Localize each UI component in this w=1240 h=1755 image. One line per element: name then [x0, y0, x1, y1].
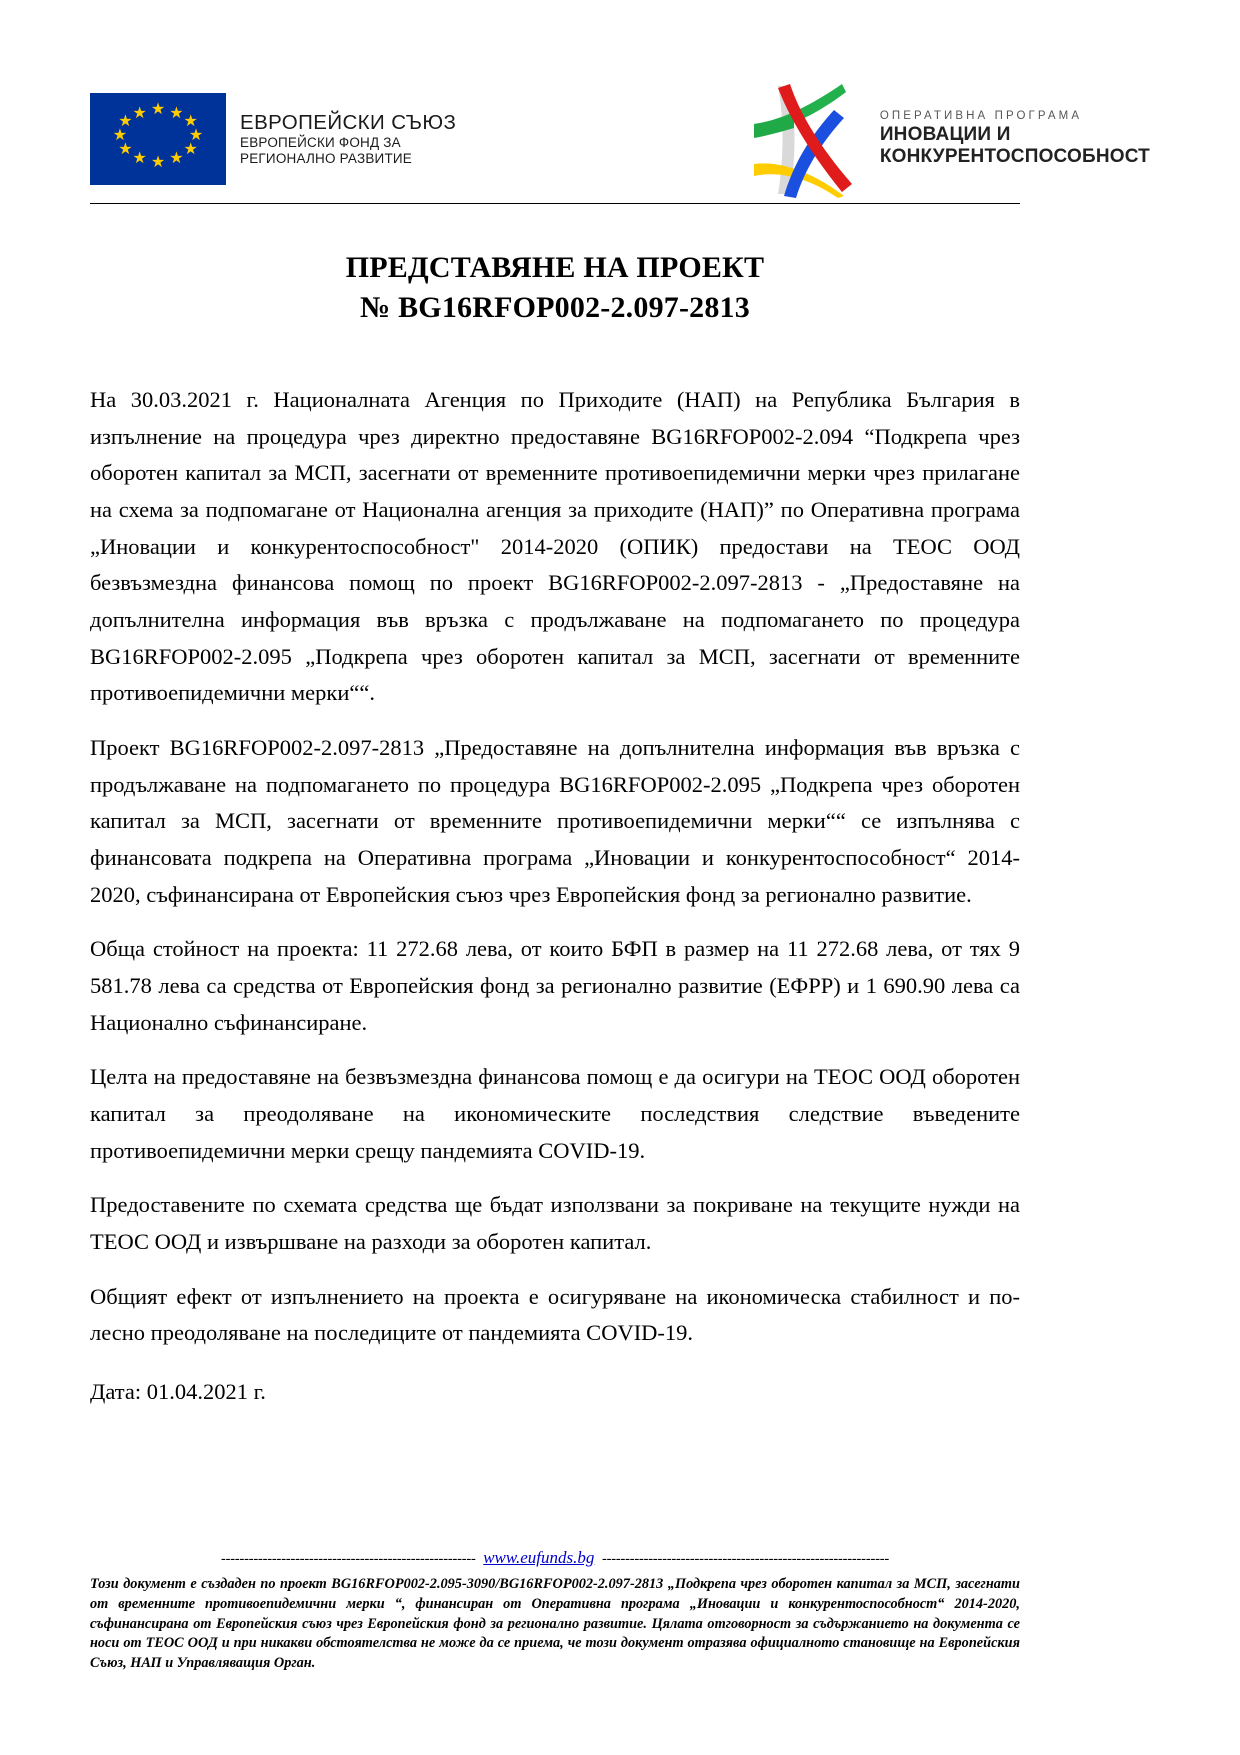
page-title-line2: № BG16RFOP002-2.097-2813 [360, 290, 750, 324]
body-paragraph-6: Общият ефект от изпълнението на проекта е осигуряване на икономическа стабилност и по-лесно преодоляване на последиците от пандемията COVID-19. [90, 1283, 1020, 1346]
eu-logo-text [240, 111, 456, 167]
eu-star-icon: ★ [118, 113, 133, 131]
eu-star-icon: ★ [169, 150, 184, 168]
opik-ribbon-icon [734, 80, 870, 198]
header-divider [90, 203, 1020, 204]
opik-subtitle: ОПЕРАТИВНА ПРОГРАМА [879, 110, 1083, 123]
eu-star-icon: ★ [188, 127, 204, 145]
document-header [90, 78, 1150, 200]
body-paragraph-2: Проект BG16RFOP002-2.097-2813 „Предоставяне на допълнителна информация във връзка с продължаване на подпомагането по процедура BG16RFOP002-2.095 „Подкрепа чрез оборотен капитал за МСП, засегнати от временните противоепидемични мерки““ се изпълнява с финансовата подкрепа на Оперативна програма „Иновации и конкурентоспособност“ 2014-2020, съфинансирана от Европейския съюз чрез Европейския фонд за регионално развитие. [90, 735, 1020, 907]
eu-star-icon: ★ [169, 104, 184, 122]
opik-line2: КОНКУРЕНТОСПОСОБНОСТ [879, 145, 1150, 167]
body-paragraph-1: На 30.03.2021 г. Националната Агенция по Приходите (НАП) на Република България в изпълнение на процедура чрез директно предоставяне BG16RFOP002-2.094 “Подкрепа чрез оборотен капитал за МСП, засегнати от временните противоепидемични мерки чрез прилагане на схема за подпомагане от Национална агенция за приходите (НАП)” по Оперативна програма „Иновации и конкурентоспособност" 2014-2020 (ОПИК) предостави на ТЕОС ООД безвъзмездна финансова помощ по проект BG16RFOP002-2.097-2813 - „Предоставяне на допълнителна информация във връзка с продължаване на подпомагането по процедура BG16RFOP002-2.095 „Подкрепа чрез оборотен капитал за МСП, засегнати от временните противоепидемични мерки““. [90, 387, 1020, 706]
eu-star-icon: ★ [183, 141, 198, 159]
eu-logo-line1: ЕВРОПЕЙСКИ СЪЮЗ [240, 110, 457, 134]
eu-star-icon: ★ [132, 150, 147, 168]
eu-logo-line2: ЕВРОПЕЙСКИ ФОНД ЗА [240, 135, 401, 151]
eu-star-icon: ★ [118, 141, 133, 159]
eu-logo-line3: РЕГИОНАЛНО РАЗВИТИЕ [240, 151, 413, 167]
eufunds-link[interactable]: www.eufunds.bg [483, 1548, 595, 1567]
document-footer [90, 1548, 1020, 1673]
eu-star-icon: ★ [183, 113, 198, 131]
opik-logo-block [734, 80, 1150, 198]
opik-logo-text [880, 110, 1150, 167]
eu-flag-icon [90, 93, 226, 185]
footer-dashes-right: -------------------------------------------------------------- [601, 1551, 889, 1567]
eu-star-icon: ★ [112, 127, 128, 145]
eu-star-icon: ★ [132, 104, 147, 122]
eu-star-icon: ★ [150, 153, 166, 171]
opik-line1: ИНОВАЦИИ И [879, 123, 1011, 145]
eu-logo-block [90, 93, 456, 185]
body-paragraph-5: Предоставените по схемата средства ще бъдат използвани за покриване на текущите нужди на ТЕОС ООД и извършване на разходи за оборотен капитал. [90, 1192, 1020, 1255]
document-body [90, 382, 1020, 1411]
eu-star-icon: ★ [150, 101, 166, 119]
document-date: Дата: 01.04.2021 г. [90, 1379, 266, 1405]
footer-disclaimer: Този документ е създаден по проект BG16RFOP002-2.095-3090/BG16RFOP002-2.097-2813 „Подкрепа чрез оборотен капитал за МСП, засегнати от временните противоепидемични мерки “, финансиран от Оперативна програма „Иновации и конкурентоспособност“ 2014-2020, съфинансирана от Европейския съюз чрез Европейския фонд за регионално развитие. Цялата отговорност за съдържанието на документа се носи от ТЕОС ООД и при никакви обстоятелства не може да се приема, че този документ отразява официалното становище на Европейския Съюз, НАП и Управляващия Орган. [90, 1576, 1020, 1671]
body-paragraph-financials: Обща стойност на проекта: 11 272.68 лева, от които БФП в размер на 11 272.68 лева, от тях 9 581.78 лева са средства от Европейския фонд за регионално развитие (ЕФРР) и 1 690.90 лева са Национално съфинансиране. [90, 936, 1020, 1035]
body-paragraph-4: Целта на предоставяне на безвъзмездна финансова помощ е да осигури на ТЕОС ООД оборотен капитал за преодоляване на икономическите последствия следствие въведените противоепидемични мерки срещу пандемията COVID-19. [90, 1064, 1020, 1163]
footer-link-row [90, 1548, 1020, 1568]
page-title [90, 248, 1020, 328]
page-title-line1: ПРЕДСТАВЯНЕ НА ПРОЕКТ [345, 251, 765, 284]
footer-dashes-left: ------------------------------------------------------- [221, 1551, 476, 1567]
